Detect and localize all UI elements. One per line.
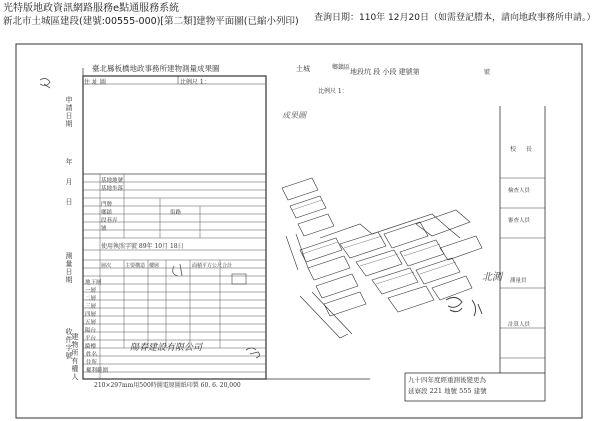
floor-row-5: 五層 bbox=[85, 320, 97, 326]
header-area: 面積平方公尺 bbox=[192, 263, 223, 269]
row-lane: 段巷弄 bbox=[101, 218, 118, 224]
row-street: 街路 bbox=[170, 210, 182, 216]
survey-result: 延寮段 221 地號 555 建號 bbox=[408, 387, 487, 395]
floor-row-2: 二層 bbox=[85, 296, 97, 302]
year-label: 年 bbox=[65, 158, 73, 166]
use-license-line: 使用執照字號 89年 10月 18日 bbox=[101, 243, 184, 250]
office-line: 新北市土城區建段(建號:00555-000)[第二類]建物平面圖(已縮小列印) bbox=[3, 16, 299, 27]
row-number: 號 bbox=[101, 226, 107, 232]
survey-date-label: 測量日期 bbox=[65, 252, 73, 284]
extra-row-arcade: 騎樓 bbox=[85, 344, 97, 350]
floor-row-3: 三層 bbox=[85, 304, 97, 310]
floor-row-4: 四層 bbox=[85, 312, 97, 318]
scale-label-right: 比例尺 1： bbox=[318, 88, 348, 95]
form-title: 臺北縣板橋地政事務所建物測量成果圖 bbox=[92, 64, 220, 73]
apply-date-label: 申請日期 bbox=[65, 96, 73, 128]
right-label-reviewer: 審查人員 bbox=[508, 218, 531, 224]
section-name: 地段坑 段 小段 建號第 bbox=[350, 68, 420, 76]
floor-row-basement: 地下層 bbox=[85, 280, 102, 286]
row-land-no: 基地地號 bbox=[101, 178, 124, 184]
owner-address-label: 住所 bbox=[86, 360, 98, 366]
owner-name-label: 姓名 bbox=[86, 352, 98, 358]
query-date: 查詢日期：110年 12月20日（如需登記謄本，請向地政事務所申請。） bbox=[314, 13, 596, 23]
rights-scope-label: 權利範圍 bbox=[86, 368, 109, 374]
floor-row-1: 一層 bbox=[85, 288, 97, 294]
right-label-calculator: 計算人員 bbox=[508, 322, 531, 328]
receipt-no-label: 收件字號 bbox=[65, 328, 73, 360]
scale-label-left: 比例尺 1： bbox=[180, 79, 210, 86]
district-right: 鄉鎮區 bbox=[332, 64, 351, 71]
header-left bbox=[3, 2, 299, 28]
handwritten-mark: 成果圖 bbox=[282, 111, 306, 120]
row-township: 鄉鎮 bbox=[101, 210, 113, 216]
right-label-inspector: 檢查人員 bbox=[508, 188, 531, 194]
survey-note: 九十四年度經重測後變更為 bbox=[408, 376, 486, 384]
month-label: 月 bbox=[65, 178, 73, 186]
system-name: 光特版地政資訊網路服務e點通服務系統 bbox=[3, 3, 180, 14]
row-land-location: 基地坐落 bbox=[101, 186, 124, 192]
scanned-document bbox=[0, 38, 600, 421]
row-door-plate: 門牌 bbox=[101, 202, 113, 208]
owner-label: 建物所有權人 bbox=[71, 333, 79, 381]
right-label-chief: 長 bbox=[526, 146, 533, 153]
right-label-surveyor: 測量員 bbox=[510, 278, 527, 284]
paper-note: 210×297mm用500時圖電原圖紙印製 60. 6. 20,000 bbox=[94, 382, 241, 389]
extra-row-platform: 平台 bbox=[85, 336, 97, 342]
header-structure: 主要構造 bbox=[125, 263, 146, 269]
extra-row-balcony: 陽台 bbox=[85, 328, 97, 334]
header-total: 合計 bbox=[222, 263, 233, 269]
header-floor: 層次 bbox=[101, 263, 112, 269]
header-levels: 樓層 bbox=[149, 263, 160, 269]
left-label-blank: 住 址 圖 bbox=[84, 79, 106, 86]
survey-stamp: 北測 bbox=[482, 272, 502, 283]
owner-signature: 陽春建設有限公司 bbox=[130, 343, 203, 353]
building-no-label: 號 bbox=[484, 69, 491, 76]
district-left: 土城 bbox=[296, 65, 310, 73]
right-label-school: 校 bbox=[510, 146, 517, 153]
day-label: 日 bbox=[65, 198, 73, 206]
